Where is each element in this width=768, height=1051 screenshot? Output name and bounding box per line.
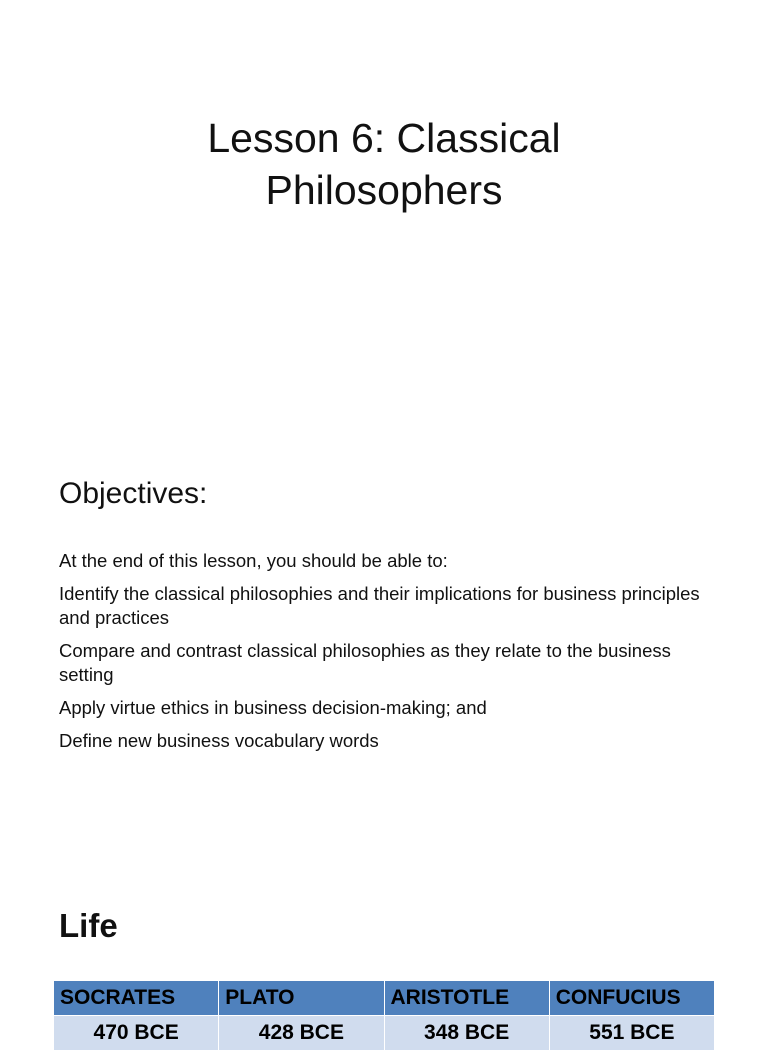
objectives-heading: Objectives: [59, 477, 208, 510]
objective-item: Identify the classical philosophies and their implications for business principles and practices [59, 583, 700, 628]
table-row [54, 1016, 715, 1051]
objective-item: Apply virtue ethics in business decision-making; and [59, 697, 487, 718]
table-cell: 348 BCE [384, 1016, 549, 1051]
column-header-aristotle: ARISTOTLE [384, 981, 549, 1016]
life-heading: Life [59, 907, 118, 944]
table-cell: 551 BCE [549, 1016, 714, 1051]
table-header-row [54, 981, 715, 1016]
table-cell: 470 BCE [54, 1016, 219, 1051]
objective-item: Compare and contrast classical philosophies as they relate to the business setting [59, 640, 671, 685]
column-header-confucius: CONFUCIUS [549, 981, 714, 1016]
objective-item: Define new business vocabulary words [59, 730, 379, 751]
lesson-title-line-1: Lesson 6: Classical [207, 115, 561, 161]
objective-item: At the end of this lesson, you should be able to: [59, 550, 448, 571]
table-cell: 428 BCE [219, 1016, 384, 1051]
life-table [53, 980, 715, 1051]
objectives-list [59, 549, 719, 762]
column-header-plato: PLATO [219, 981, 384, 1016]
lesson-title-line-2: Philosophers [265, 167, 503, 213]
lesson-title [0, 112, 768, 216]
column-header-socrates: SOCRATES [54, 981, 219, 1016]
